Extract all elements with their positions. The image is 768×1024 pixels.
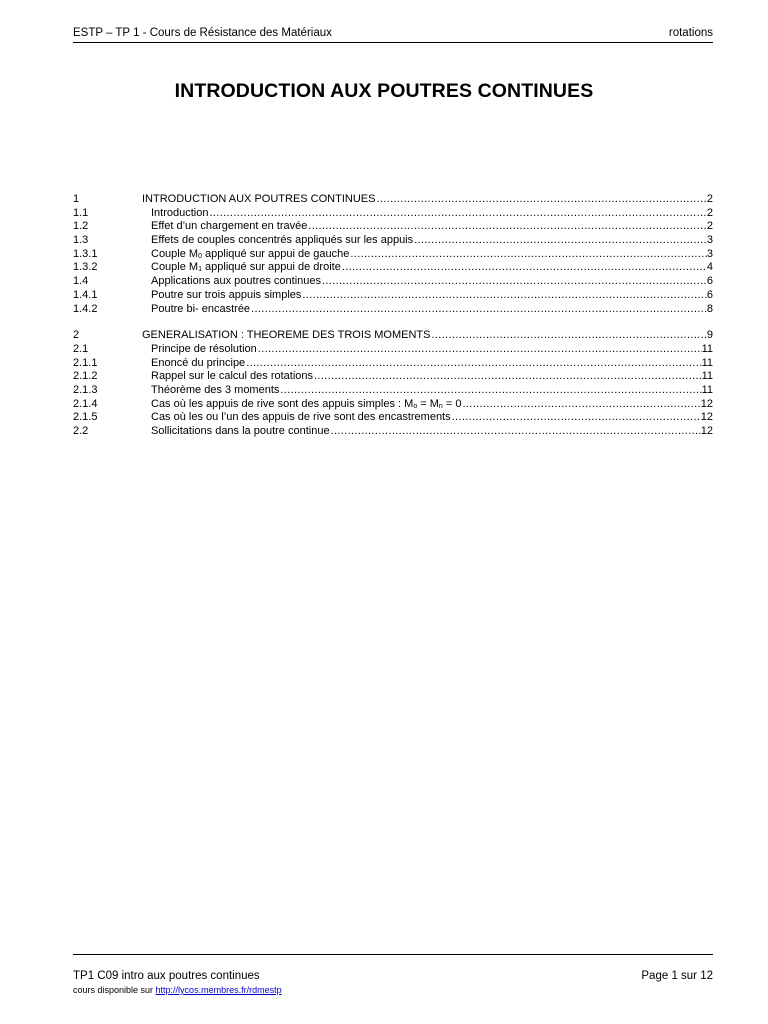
toc-row-1-1[interactable] — [73, 207, 713, 221]
toc-page-number: 12 — [700, 397, 713, 410]
footer-availability-text: cours disponible sur — [73, 985, 156, 995]
toc-leader-dots — [258, 343, 702, 357]
toc-label — [151, 370, 313, 384]
toc-label-text: INTRODUCTION AUX POUTRES CONTINUES — [142, 193, 376, 205]
toc-label — [151, 207, 208, 221]
toc-entry — [151, 289, 713, 303]
toc-label — [151, 220, 307, 234]
toc-row-2[interactable] — [73, 329, 713, 343]
toc-page-number: 12 — [700, 425, 713, 437]
toc-label — [151, 357, 245, 371]
toc-label — [151, 234, 413, 248]
toc-entry — [151, 343, 713, 357]
toc-number: 1 — [73, 193, 80, 205]
toc-leader-dots — [280, 384, 701, 398]
toc-label-text: Sollicitations dans la poutre continue — [151, 425, 330, 437]
toc-entry — [151, 303, 713, 317]
footer-availability — [73, 985, 282, 995]
toc-page-number: 11 — [701, 370, 713, 383]
header-course-title: ESTP – TP 1 - Cours de Résistance des Matériaux — [73, 27, 332, 39]
toc-number: 1.3.2 — [73, 261, 98, 274]
toc-leader-dots — [251, 303, 707, 317]
toc-label — [151, 343, 257, 357]
toc-label — [151, 289, 301, 303]
toc-leader-dots — [376, 193, 706, 207]
toc-label — [142, 329, 431, 343]
toc-row-1-2[interactable] — [73, 220, 713, 234]
toc-number: 2.2 — [73, 425, 89, 437]
footer-website-link[interactable]: http://lycos.membres.fr/rdmestp — [155, 985, 282, 995]
toc-number: 2.1.5 — [73, 411, 98, 424]
header-section-label: rotations — [668, 27, 713, 39]
toc-entry — [151, 411, 713, 425]
toc-page-number: 12 — [700, 411, 713, 424]
toc-leader-dots — [302, 289, 706, 303]
toc-entry — [151, 220, 713, 234]
toc-entry — [151, 357, 713, 371]
toc-label-text: Principe de résolution — [151, 342, 257, 355]
toc-number: 1.3 — [73, 234, 89, 247]
toc-subscript: 0 — [198, 252, 202, 260]
toc-page-number: 8 — [706, 302, 713, 315]
toc-number: 2.1 — [73, 342, 89, 355]
toc-label-text-continued: = M — [417, 397, 439, 410]
toc-leader-dots — [342, 261, 707, 275]
toc-label — [151, 303, 250, 317]
page-header — [73, 27, 713, 43]
toc-label — [151, 248, 349, 262]
toc-page-number: 6 — [706, 275, 713, 288]
toc-number: 2.1.4 — [73, 397, 98, 410]
toc-label — [151, 275, 321, 289]
toc-leader-dots — [322, 275, 707, 289]
toc-subscript: 1 — [198, 266, 202, 274]
toc-page-number: 9 — [706, 329, 713, 342]
toc-label — [151, 398, 461, 412]
toc-label-text: Enoncé du principe — [151, 356, 246, 369]
toc-row-2-1-2[interactable] — [73, 370, 713, 384]
toc-entry — [151, 384, 713, 398]
toc-label-text: Théorème des 3 moments — [151, 383, 280, 396]
toc-label — [151, 384, 279, 398]
toc-label-text: Effet d’un chargement en travée — [151, 220, 308, 233]
toc-label-text-continued: appliqué sur appui de droite — [201, 261, 341, 274]
toc-leader-dots — [462, 398, 700, 412]
toc-label-text: Couple M — [151, 261, 199, 274]
toc-number: 1.4.2 — [73, 302, 98, 315]
toc-number: 1.4 — [73, 275, 89, 288]
toc-label-text: Poutre bi- encastrée — [151, 302, 251, 315]
toc-number: 2.1.3 — [73, 383, 98, 396]
toc-label-text: Poutre sur trois appuis simples — [151, 288, 302, 301]
toc-label-text: Cas où les appuis de rive sont des appuis simples : M — [151, 397, 414, 410]
toc-entry — [142, 329, 713, 343]
toc-page-number: 6 — [706, 288, 713, 301]
toc-entry — [151, 370, 713, 384]
toc-label — [151, 425, 330, 439]
toc-leader-dots — [308, 220, 707, 234]
toc-page-number: 2 — [706, 193, 713, 205]
toc-entry — [151, 207, 713, 221]
table-of-contents — [73, 193, 713, 439]
toc-row-2-1-4[interactable] — [73, 398, 713, 412]
toc-label — [142, 193, 375, 207]
toc-label-text: Couple M — [151, 247, 199, 260]
toc-leader-dots — [432, 329, 707, 343]
toc-page-number: 11 — [701, 383, 713, 396]
toc-number: 1.1 — [73, 206, 89, 219]
toc-number: 1.2 — [73, 220, 89, 233]
toc-row-1-4[interactable] — [73, 275, 713, 289]
toc-row-2-2[interactable] — [73, 425, 713, 439]
toc-leader-dots — [209, 207, 706, 221]
toc-entry — [151, 248, 713, 262]
toc-row-2-1[interactable] — [73, 343, 713, 357]
toc-row-2-1-3[interactable] — [73, 384, 713, 398]
toc-page-number: 2 — [706, 206, 713, 219]
toc-label — [151, 261, 341, 275]
toc-row-1-4-2[interactable] — [73, 303, 713, 317]
toc-number: 1.3.1 — [73, 247, 98, 260]
toc-entry — [151, 275, 713, 289]
toc-row-1-3-1[interactable] — [73, 248, 713, 262]
toc-label-text: Applications aux poutres continues — [151, 275, 321, 288]
toc-label-text: GENERALISATION : THEOREME DES TROIS MOMENTS — [142, 329, 431, 342]
footer-document-title: TP1 C09 intro aux poutres continues — [73, 970, 260, 982]
toc-leader-dots — [414, 234, 707, 248]
toc-subscript: o — [413, 402, 418, 410]
toc-page-number: 4 — [706, 261, 713, 274]
toc-leader-dots — [452, 411, 701, 425]
toc-number: 2.1.1 — [73, 356, 98, 369]
toc-entry — [151, 261, 713, 275]
toc-entry — [151, 425, 713, 439]
toc-label-text: Rappel sur le calcul des rotations — [151, 370, 314, 383]
toc-label — [151, 411, 451, 425]
toc-entry — [151, 398, 713, 412]
toc-leader-dots — [246, 357, 701, 371]
toc-page-number: 11 — [701, 342, 713, 355]
toc-leader-dots — [314, 370, 702, 384]
toc-row-1-3[interactable] — [73, 234, 713, 248]
toc-page-number: 2 — [706, 220, 713, 233]
toc-page-number: 11 — [701, 356, 713, 369]
toc-row-2-1-5[interactable] — [73, 411, 713, 425]
toc-subscript-2: n — [438, 402, 443, 410]
toc-entry — [142, 193, 713, 207]
toc-label-text: Effets de couples concentrés appliqués sur les appuis — [151, 234, 414, 247]
footer-page-number: Page 1 sur 12 — [641, 970, 713, 982]
toc-leader-dots — [350, 248, 706, 262]
toc-row-2-1-1[interactable] — [73, 357, 713, 371]
toc-page-number: 3 — [706, 247, 713, 260]
toc-label-text: Introduction — [151, 206, 209, 219]
toc-row-1-3-2[interactable] — [73, 261, 713, 275]
toc-number: 1.4.1 — [73, 288, 98, 301]
toc-row-1[interactable] — [73, 193, 713, 207]
toc-entry — [151, 234, 713, 248]
toc-leader-dots — [331, 425, 701, 439]
toc-number: 2.1.2 — [73, 370, 98, 383]
toc-label-text-continued: appliqué sur appui de gauche — [201, 247, 350, 260]
toc-label-text: Cas où les ou l’un des appuis de rive sont des encastrements — [151, 411, 451, 424]
toc-number: 2 — [73, 329, 80, 342]
toc-page-number: 3 — [706, 234, 713, 247]
toc-label-text-end: = 0 — [442, 397, 462, 410]
page-footer — [73, 954, 713, 995]
page-title: INTRODUCTION AUX POUTRES CONTINUES — [174, 80, 594, 102]
toc-row-1-4-1[interactable] — [73, 289, 713, 303]
